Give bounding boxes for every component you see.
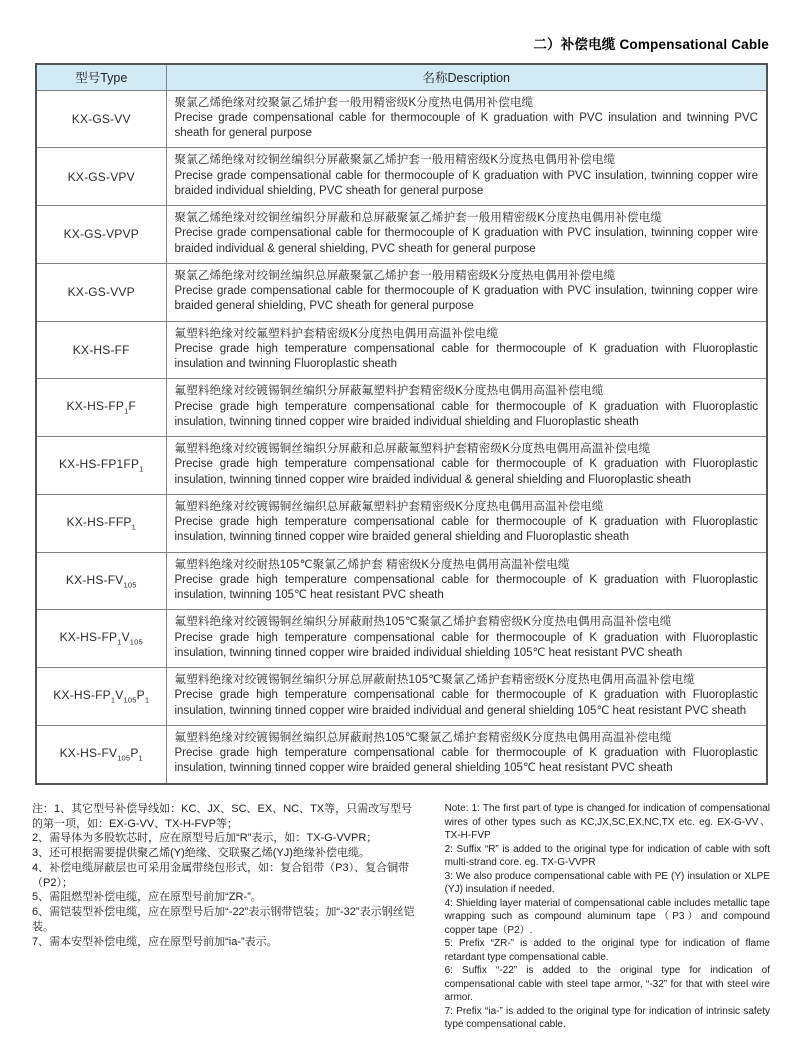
description-chinese: 氟塑料绝缘对绞镀锡铜丝编织总屏蔽氟塑料护套精密级K分度热电偶用高温补偿电缆 xyxy=(174,500,604,513)
table-row xyxy=(36,206,767,264)
note-line: 6、需铠装型补偿电缆，应在原型号后加“-22”表示钢带铠装；加“-32”表示钢丝铠装。 xyxy=(32,906,415,933)
notes-chinese xyxy=(32,802,419,1032)
cable-type-code: KX-GS-VVP xyxy=(36,263,166,321)
description-chinese: 氟塑料绝缘对绞镀锡铜丝编织分屏蔽耐热105℃聚氯乙烯护套精密级K分度热电偶用高温补偿电缆 xyxy=(174,616,672,629)
cable-type-code: KX-GS-VPV xyxy=(36,148,166,206)
cable-description xyxy=(166,263,767,321)
description-chinese: 氟塑料绝缘对绞镀锡铜丝编织分屏蔽氟塑料护套精密级K分度热电偶用高温补偿电缆 xyxy=(174,385,604,398)
footnotes xyxy=(32,802,770,1032)
cable-description xyxy=(166,379,767,437)
description-english: Precise grade high temperature compensational cable for thermocouple of K graduation with Fluoroplastic insulation, twinning tinned copper wire braided individual shielding 105℃ heat resistant PVC sheath xyxy=(174,631,758,659)
cable-description xyxy=(166,725,767,783)
description-english: Precise grade compensational cable for thermocouple of K graduation with PVC insulation and twinning PVC sheath for general purpose xyxy=(174,111,758,140)
cable-description xyxy=(166,610,767,668)
table-row xyxy=(36,610,767,668)
note-line: 7: Prefix “ia-” is added to the original type for indication of intrinsic safety type compensational cable. xyxy=(444,1005,770,1030)
description-chinese: 聚氯乙烯绝缘对绞铜丝编织总屏蔽聚氯乙烯护套一般用精密级K分度热电偶用补偿电缆 xyxy=(174,269,616,282)
note-line: 4、补偿电缆屏蔽层也可采用金属带绕包形式，如：复合铝带（P3）、复合铜带（P2）； xyxy=(32,861,410,889)
description-chinese: 氟塑料绝缘对绞氟塑料护套精密级K分度热电偶用高温补偿电缆 xyxy=(174,327,499,340)
description-chinese: 聚氯乙烯绝缘对绞聚氯乙烯护套一般用精密级K分度热电偶用补偿电缆 xyxy=(174,96,534,109)
cable-type-code: $KX-HS-FP1FP_1$ xyxy=(36,437,166,495)
description-english: Precise grade high temperature compensational cable for thermocouple of K graduation with Fluoroplastic insulation, twinning tinned copper wire braided general shielding and Fluoroplastic sheath xyxy=(174,516,758,544)
cable-table xyxy=(35,63,768,785)
note-line: 5、需阻燃型补偿电缆，应在原型号前加“ZR-”。 xyxy=(32,891,262,904)
cable-type-code: $KX-HS-FV_{105}$ xyxy=(36,552,166,610)
cable-type-code: $KX-HS-FP_1F$ xyxy=(36,379,166,437)
table-row xyxy=(36,379,767,437)
description-chinese: 氟塑料绝缘对绞耐热105℃聚氯乙烯护套 精密级K分度热电偶用高温补偿电缆 xyxy=(174,558,570,571)
description-english: Precise grade high temperature compensational cable for thermocouple of K graduation with Fluoroplastic insulation, twinning tinned copper wire braided individual shielding and Fluoroplastic sheath xyxy=(174,400,758,428)
note-line: 3、还可根据需要提供聚乙烯(Y)绝缘、交联聚乙烯(YJ)绝缘补偿电缆。 xyxy=(32,847,370,860)
cable-type-code: $KX-HS-FP_1V_{105}P_1$ xyxy=(36,668,166,726)
column-header-type: 型号Type xyxy=(36,64,166,90)
note-line: 注：1、其它型号补偿导线如：KC、JX、SC、EX、NC、TX等，只需改写型号的第一项，如：EX-G-VV、TX-H-FVP等； xyxy=(32,803,413,830)
cable-type-code: $KX-HS-FP_1V_{105}$ xyxy=(36,610,166,668)
cable-description xyxy=(166,437,767,495)
cable-description xyxy=(166,206,767,264)
description-english: Precise grade high temperature compensational cable for thermocouple of K graduation with Fluoroplastic insulation, twinning tinned copper wire braided general shielding 105℃ heat resistant PVC sheath xyxy=(174,747,758,775)
cable-description xyxy=(166,321,767,379)
table-header-row xyxy=(36,64,767,90)
page-title: 二）补偿电缆 Compensational Cable xyxy=(533,37,769,52)
cable-type-code: KX-GS-VV xyxy=(36,90,166,148)
cable-type-code: $KX-HS-FFP_1$ xyxy=(36,494,166,552)
table-row xyxy=(36,437,767,495)
note-line: 3: We also produce compensational cable with PE (Y) insulation or XLPE (YJ) insulation if needed. xyxy=(444,870,770,895)
cable-type-code: $KX-HS-FV_{105}P_1$ xyxy=(36,725,166,783)
note-line: 4: Shielding layer material of compensational cable includes metallic tape wrapping such as compound aluminum tape（P3）and compound copper tape（P2）. xyxy=(444,897,770,936)
cable-type-code: KX-GS-VPVP xyxy=(36,206,166,264)
table-row xyxy=(36,90,767,148)
description-chinese: 聚氯乙烯绝缘对绞铜丝编织分屏蔽和总屏蔽聚氯乙烯护套一般用精密级K分度热电偶用补偿电缆 xyxy=(174,212,663,224)
cable-table-body xyxy=(36,90,767,784)
description-chinese: 氟塑料绝缘对绞镀锡铜丝编织总屏蔽耐热105℃聚氯乙烯护套精密级K分度热电偶用高温补偿电缆 xyxy=(174,731,672,744)
description-english: Precise grade compensational cable for thermocouple of K graduation with PVC insulation, twinning copper wire braided individual & general shielding, PVC sheath for general purpose xyxy=(174,227,758,255)
table-row xyxy=(36,725,767,783)
description-english: Precise grade high temperature compensational cable for thermocouple of K graduation with Fluoroplastic insulation, twinning tinned copper wire braided individual & general shielding and Fluoroplastic sheath xyxy=(174,458,758,486)
description-english: Precise grade high temperature compensational cable for thermocouple of K graduation with Fluoroplastic insulation, twinning tinned copper wire braided individual and general shielding 105℃ heat resistant PVC sheath xyxy=(174,689,758,717)
cable-description xyxy=(166,148,767,206)
description-chinese: 聚氯乙烯绝缘对绞铜丝编织分屏蔽聚氯乙烯护套一般用精密级K分度热电偶用补偿电缆 xyxy=(174,154,616,167)
description-english: Precise grade high temperature compensational cable for thermocouple of K graduation with Fluoroplastic insulation, twinning 105℃ heat resistant PVC sheath xyxy=(174,573,758,602)
cable-description xyxy=(166,494,767,552)
table-row xyxy=(36,494,767,552)
note-line: 6: Suffix “-22” is added to the original type for indication of compensational cable with steel tape armor, “-32” for that with steel wire armor. xyxy=(444,965,770,1003)
cable-description xyxy=(166,552,767,610)
description-english: Precise grade compensational cable for thermocouple of K graduation with PVC insulation, twinning copper wire braided general shielding, PVC sheath for general purpose xyxy=(174,285,758,313)
description-english: Precise grade high temperature compensational cable for thermocouple of K graduation with Fluoroplastic insulation and twinning Fluoroplastic sheath xyxy=(174,342,758,371)
table-row xyxy=(36,668,767,726)
cable-description xyxy=(166,90,767,148)
description-english: Precise grade compensational cable for thermocouple of K graduation with PVC insulation, twinning copper wire braided individual shielding, PVC sheath for general purpose xyxy=(174,169,758,197)
cable-description xyxy=(166,668,767,726)
note-line: 2: Suffix “R” is added to the original type for indication of cable with soft multi-strand core. eg. TX-G-VVPR xyxy=(444,843,770,868)
note-line: 2、需导体为多股软芯时，应在原型号后加“R”表示，如：TX-G-VVPR； xyxy=(32,832,378,845)
description-chinese: 氟塑料绝缘对绞镀锡铜丝编织分屏总屏蔽耐热105℃聚氯乙烯护套精密级K分度热电偶用高温补偿电缆 xyxy=(174,674,695,686)
description-chinese: 氟塑料绝缘对绞镀锡铜丝编织分屏蔽和总屏蔽氟塑料护套精密级K分度热电偶用高温补偿电缆 xyxy=(174,443,651,455)
note-line: 7、需本安型补偿电缆，应在原型号前加“ia-”表示。 xyxy=(32,935,278,948)
table-row xyxy=(36,552,767,610)
table-row xyxy=(36,148,767,206)
cable-type-code: KX-HS-FF xyxy=(36,321,166,379)
table-row xyxy=(36,263,767,321)
note-line: 5: Prefix “ZR-” is added to the original type for indication of flame retardant type compensational cable. xyxy=(444,938,770,963)
column-header-description: 名称Description xyxy=(166,64,767,90)
table-row xyxy=(36,321,767,379)
notes-english xyxy=(445,802,770,1032)
note-line: Note: 1: The first part of type is changed for indication of compensational wires of other types such as KC,JX,SC,EX,NC,TX etc. eg. EX-G-VV、TX-H-FVP xyxy=(444,803,770,841)
